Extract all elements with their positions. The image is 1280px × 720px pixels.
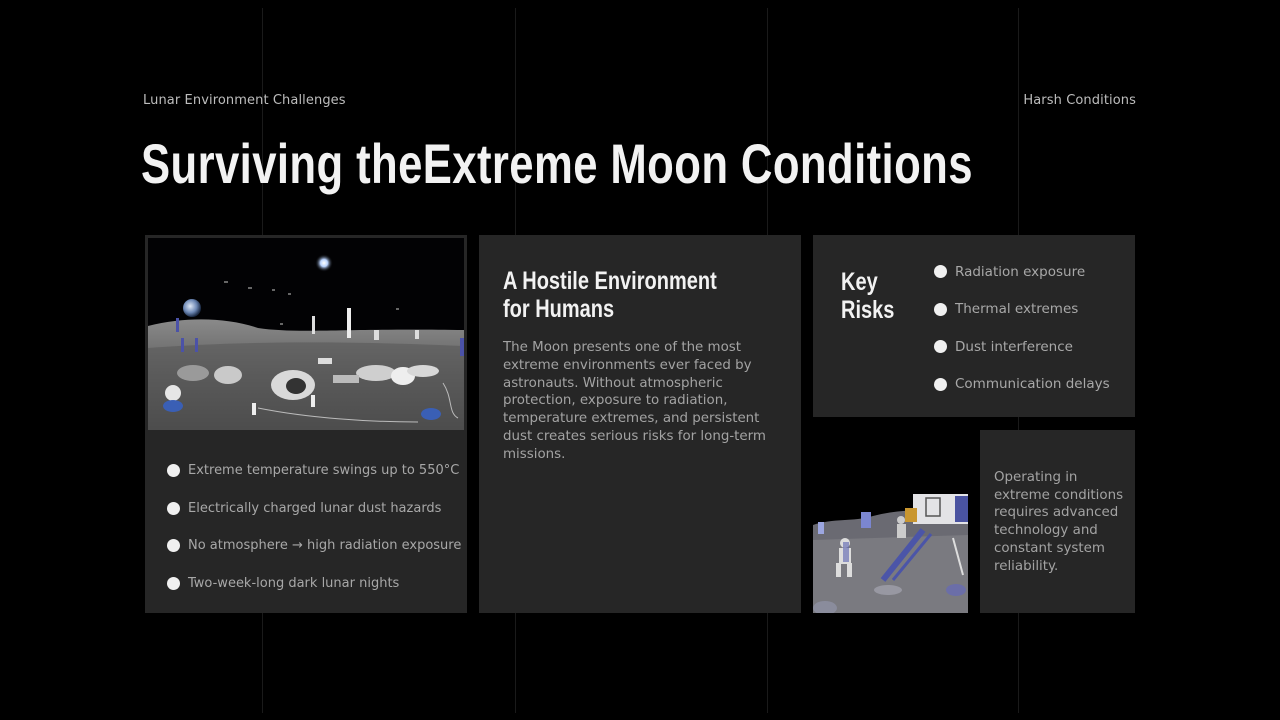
bullet-dot-icon	[934, 265, 947, 278]
list-item: Thermal extremes	[934, 291, 1110, 329]
lander-illustration	[813, 430, 968, 613]
page-title: Surviving theExtreme Moon Conditions	[141, 132, 973, 195]
list-item: Electrically charged lunar dust hazards	[167, 490, 461, 528]
bullet-dot-icon	[934, 340, 947, 353]
list-item: No atmosphere → high radiation exposure	[167, 527, 461, 565]
bullet-dot-icon	[167, 502, 180, 515]
list-item: Communication delays	[934, 366, 1110, 404]
card-body: Operating in extreme conditions requires advanced technology and constant system reliability.	[994, 470, 1124, 574]
section-tag: Harsh Conditions	[1023, 93, 1136, 108]
card-heading: Key Risks	[841, 268, 895, 324]
card-body: The Moon presents one of the most extreme environments ever faced by astronauts. Without atmospheric protection, exposure to radiation, temperature extremes, and persistent dust creates serious risks for long-term missions.	[503, 340, 766, 462]
bullet-dot-icon	[167, 464, 180, 477]
card-heading: A Hostile Environment for Humans	[503, 267, 717, 323]
list-item: Two-week-long dark lunar nights	[167, 565, 461, 603]
bullet-dot-icon	[934, 378, 947, 391]
list-item: Radiation exposure	[934, 253, 1110, 291]
section-label: Lunar Environment Challenges	[143, 93, 346, 108]
conditions-card	[145, 235, 467, 613]
lunar-base-illustration	[148, 238, 464, 430]
list-item: Extreme temperature swings up to 550°C	[167, 452, 461, 490]
bullet-dot-icon	[167, 577, 180, 590]
bullet-dot-icon	[934, 303, 947, 316]
key-risks-card	[813, 235, 1135, 417]
lunar-lander-image	[813, 430, 968, 613]
operating-conditions-card	[980, 430, 1135, 613]
lunar-base-image	[148, 238, 464, 430]
list-item: Dust interference	[934, 328, 1110, 366]
bullet-dot-icon	[167, 539, 180, 552]
hostile-environment-card	[479, 235, 801, 613]
